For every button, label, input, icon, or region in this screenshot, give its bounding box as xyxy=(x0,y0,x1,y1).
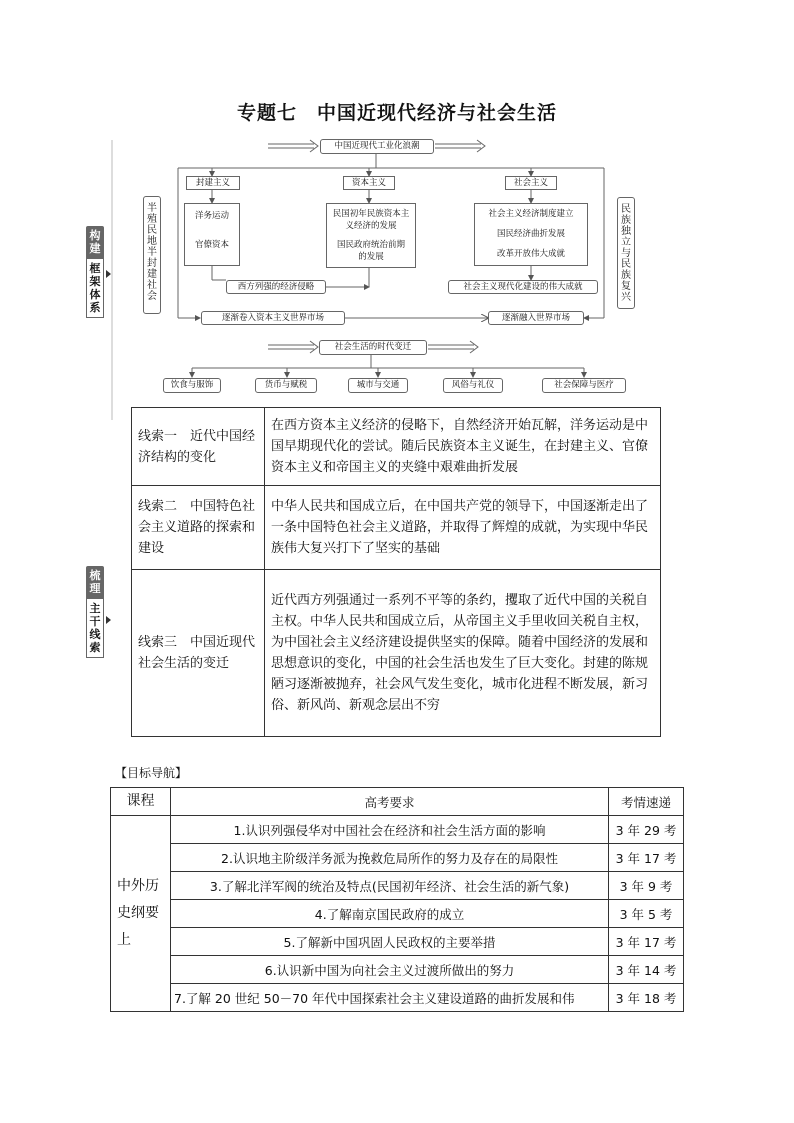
col1-group xyxy=(184,203,240,266)
build-tab-arrow-icon xyxy=(106,270,111,278)
thread-label: 线索一 近代中国经济结构的变化 xyxy=(132,408,265,486)
comb-tab-bottom: 主干线索 xyxy=(86,598,104,658)
requirement-cell: 4.了解南京国民政府的成立 xyxy=(171,900,609,928)
thread-label: 线索三 中国近现代社会生活的变迁 xyxy=(132,570,265,737)
score-cell: 3 年 17 考 xyxy=(609,928,684,956)
table-row xyxy=(111,956,684,984)
build-tab-top: 构建 xyxy=(86,226,104,258)
page-title: 专题七 中国近现代经济与社会生活 xyxy=(236,102,557,124)
table-header-row xyxy=(111,788,684,816)
comb-tab-top: 梳理 xyxy=(86,566,104,598)
score-cell: 3 年 9 考 xyxy=(609,872,684,900)
score-cell: 3 年 5 考 xyxy=(609,900,684,928)
table-row xyxy=(111,984,684,1012)
course-cell: 中外历史纲要上 xyxy=(111,816,171,1012)
score-cell: 3 年 18 考 xyxy=(609,984,684,1012)
passive-market-box: 逐渐卷入资本主义世界市场 xyxy=(201,311,345,325)
thread-table xyxy=(131,407,661,737)
requirement-cell: 1.认识列强侵华对中国社会在经济和社会生活方面的影响 xyxy=(171,816,609,844)
requirement-cell: 3.了解北洋军阀的统治及特点(民国初年经济、社会生活的新气象) xyxy=(171,872,609,900)
col2-item-2: 国民政府统治前期的发展 xyxy=(336,240,405,262)
header-score: 考情速递 xyxy=(609,788,684,816)
achievement-box: 社会主义现代化建设的伟大成就 xyxy=(448,280,598,294)
active-market-box: 逐渐融入世界市场 xyxy=(488,311,584,325)
social-item-3: 城市与交通 xyxy=(348,378,408,393)
requirement-cell: 5.了解新中国巩固人民政权的主要举措 xyxy=(171,928,609,956)
col2-group xyxy=(326,203,416,268)
comb-tab-arrow-icon xyxy=(106,616,111,624)
col3-item-2: 国民经济曲折发展 xyxy=(496,229,565,239)
west-invasion-box: 西方列强的经济侵略 xyxy=(226,280,326,294)
thread-text: 中华人民共和国成立后，在中国共产党的领导下，中国逐渐走出了一条中国特色社会主义道路，并取得了辉煌的成就，为实现中华民族伟大复兴打下了坚实的基础 xyxy=(265,486,661,570)
col1-item-1: 洋务运动 xyxy=(194,211,229,221)
right-vertical-box xyxy=(617,197,635,309)
col1-label: 封建主义 xyxy=(186,176,240,190)
table-row xyxy=(111,844,684,872)
col3-group xyxy=(474,203,588,266)
social-label-box: 社会生活的时代变迁 xyxy=(319,340,427,355)
goal-table xyxy=(110,787,684,1012)
table-row xyxy=(132,570,661,737)
social-item-1: 饮食与服饰 xyxy=(163,378,221,393)
requirement-cell: 6.认识新中国为向社会主义过渡所做出的努力 xyxy=(171,956,609,984)
col1-item-2: 官僚资本 xyxy=(194,240,229,250)
build-tab xyxy=(86,226,104,318)
header-course: 课程 xyxy=(111,788,171,816)
score-cell: 3 年 29 考 xyxy=(609,816,684,844)
table-row xyxy=(132,408,661,486)
social-item-2: 货币与赋税 xyxy=(255,378,317,393)
col2-label: 资本主义 xyxy=(343,176,395,190)
table-row xyxy=(132,486,661,570)
col3-item-3: 改革开放伟大成就 xyxy=(496,249,565,259)
nav-title: 【目标导航】 xyxy=(115,766,188,780)
requirement-cell: 2.认识地主阶级洋务派为挽救危局所作的努力及存在的局限性 xyxy=(171,844,609,872)
table-row xyxy=(111,928,684,956)
thread-text: 近代西方列强通过一系列不平等的条约，攫取了近代中国的关税自主权。中华人民共和国成立后，从帝国主义手里收回关税自主权，为中国社会主义经济建设提供坚实的保障。随着中国经济的发展和思想意识的变化，中国的社会生活也发生了巨大变化。封建的陈规陋习逐渐被抛弃，社会风气发生变化，城市化进程不断发展，新习俗、新风尚、新观念层出不穷 xyxy=(265,570,661,737)
table-row xyxy=(111,872,684,900)
requirement-cell: 7.了解 20 世纪 50－70 年代中国探索社会主义建设道路的曲折发展和伟 xyxy=(171,984,609,1012)
comb-tab xyxy=(86,566,104,658)
left-vertical-text: 半殖民地半封建社会 xyxy=(147,203,157,302)
build-tab-bottom: 框架体系 xyxy=(86,258,104,318)
score-cell: 3 年 14 考 xyxy=(609,956,684,984)
header-requirement: 高考要求 xyxy=(171,788,609,816)
left-vertical-box xyxy=(143,196,161,314)
col3-item-1: 社会主义经济制度建立 xyxy=(488,209,574,219)
right-vertical-text: 民族独立与民族复兴 xyxy=(621,204,631,303)
thread-label: 线索二 中国特色社会主义道路的探索和建设 xyxy=(132,486,265,570)
social-item-5: 社会保障与医疗 xyxy=(542,378,626,393)
table-row xyxy=(111,816,684,844)
col2-item-1: 民国初年民族资本主义经济的发展 xyxy=(332,209,410,231)
table-row xyxy=(111,900,684,928)
top-label-box: 中国近现代工业化浪潮 xyxy=(320,139,434,154)
score-cell: 3 年 17 考 xyxy=(609,844,684,872)
thread-text: 在西方资本主义经济的侵略下，自然经济开始瓦解，洋务运动是中国早期现代化的尝试。随后民族资本主义诞生，在封建主义、官僚资本主义和帝国主义的夹缝中艰难曲折发展 xyxy=(265,408,661,486)
social-item-4: 风俗与礼仪 xyxy=(443,378,503,393)
col3-label: 社会主义 xyxy=(505,176,557,190)
